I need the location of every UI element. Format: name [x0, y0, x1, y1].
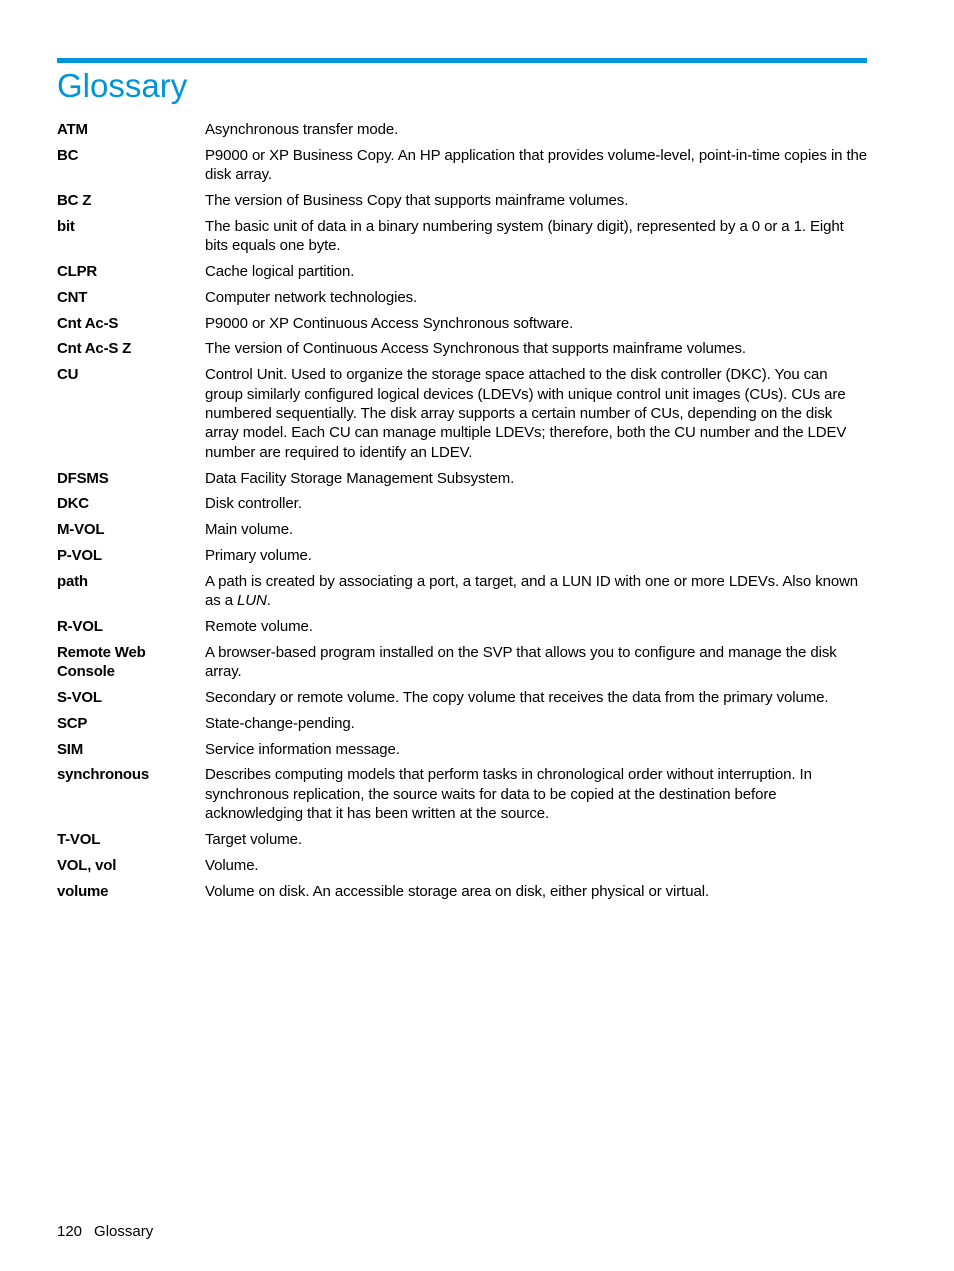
glossary-definition: State-change-pending.	[205, 714, 355, 732]
glossary-definition: Target volume.	[205, 831, 302, 848]
page-number: 120	[57, 1223, 83, 1240]
glossary-definition: P9000 or XP Business Copy. An HP application that provides volume-level, point-in-time copies in the disk array.	[205, 146, 868, 184]
glossary-definition: The version of Continuous Access Synchronous that supports mainframe volumes.	[205, 340, 746, 358]
glossary-definition: Volume on disk. An accessible storage area on disk, either physical or virtual.	[205, 882, 710, 900]
footer-section-title: Glossary	[94, 1223, 154, 1240]
glossary-term: SCP	[57, 714, 88, 732]
definition-text: A path is created by associating a port, a target, and a LUN ID with one or more LDEVs. Also known as a	[205, 572, 859, 610]
glossary-term: BC Z	[57, 192, 92, 209]
glossary-term: CLPR	[57, 263, 98, 280]
glossary-definition: P9000 or XP Continuous Access Synchronous software.	[205, 314, 574, 332]
glossary-definition: Disk controller.	[205, 495, 302, 513]
glossary-term: path	[57, 572, 88, 590]
glossary-definition: Volume.	[205, 856, 259, 874]
glossary-definition	[205, 572, 869, 611]
glossary-definition: Data Facility Storage Management Subsystem.	[205, 469, 515, 487]
glossary-term: SIM	[57, 740, 84, 758]
glossary-entry	[57, 572, 869, 611]
glossary-entry	[57, 740, 869, 759]
glossary-entry	[57, 546, 869, 565]
glossary-entry	[57, 217, 869, 256]
glossary-definition: Describes computing models that perform tasks in chronological order without interruption. In synchronous replication, the source waits for data to be copied at the destination before acknowledging that it has been written at the source.	[205, 766, 812, 823]
glossary-term: DFSMS	[57, 469, 109, 487]
glossary-entry	[57, 643, 869, 682]
glossary-entry	[57, 520, 869, 539]
glossary-term: volume	[57, 882, 109, 900]
glossary-term: R-VOL	[57, 618, 103, 635]
glossary-entry	[57, 688, 869, 707]
glossary-entry	[57, 365, 869, 462]
glossary-definition: The version of Business Copy that supports mainframe volumes.	[205, 192, 629, 209]
glossary-term: Remote Web Console	[57, 643, 146, 681]
glossary-definition: Remote volume.	[205, 618, 313, 635]
glossary-entry	[57, 856, 869, 875]
glossary-term: S-VOL	[57, 689, 102, 706]
definition-emphasis: LUN	[237, 592, 267, 610]
glossary-entry	[57, 469, 869, 488]
glossary-list	[57, 120, 869, 907]
glossary-entry	[57, 494, 869, 513]
glossary-term: P-VOL	[57, 547, 102, 564]
glossary-term: CNT	[57, 288, 88, 306]
glossary-term: Cnt Ac-S	[57, 314, 119, 332]
glossary-term: synchronous	[57, 766, 149, 784]
glossary-term: Cnt Ac-S Z	[57, 340, 132, 358]
glossary-term: M-VOL	[57, 521, 105, 539]
glossary-entry	[57, 765, 869, 823]
glossary-term: BC	[57, 146, 79, 164]
glossary-definition: The basic unit of data in a binary numbering system (binary digit), represented by a 0 or a 1. Eight bits equals one byte.	[205, 217, 844, 255]
glossary-entry	[57, 339, 869, 358]
glossary-term: DKC	[57, 495, 89, 513]
glossary-entry	[57, 191, 869, 210]
glossary-definition: Asynchronous transfer mode.	[205, 121, 399, 138]
definition-text-tail: .	[266, 592, 271, 610]
glossary-definition: Computer network technologies.	[205, 288, 418, 306]
glossary-definition: Control Unit. Used to organize the storage space attached to the disk controller (DKC). You can group similarly configured logical devices (LDEVs) with unique control unit images (CUs). CUs are numbered sequentially. The disk array supports a certain number of CUs, depending on the disk array model. Each CU can manage multiple LDEVs; therefore, both the CU number and the LDEV number are required to identify an LDEV.	[205, 366, 847, 461]
glossary-definition: Cache logical partition.	[205, 263, 355, 280]
glossary-entry	[57, 617, 869, 636]
glossary-entry	[57, 146, 869, 185]
page-title: Glossary	[57, 67, 188, 104]
glossary-entry	[57, 120, 869, 139]
glossary-definition: Service information message.	[205, 740, 400, 758]
glossary-entry	[57, 314, 869, 333]
glossary-entry	[57, 288, 869, 307]
page-footer	[57, 1222, 153, 1241]
glossary-definition: Primary volume.	[205, 547, 312, 564]
glossary-entry	[57, 882, 869, 901]
glossary-definition: Secondary or remote volume. The copy volume that receives the data from the primary volume.	[205, 689, 829, 706]
glossary-definition: A browser-based program installed on the SVP that allows you to configure and manage the disk array.	[205, 643, 837, 681]
glossary-definition: Main volume.	[205, 521, 294, 539]
glossary-term: T-VOL	[57, 831, 101, 848]
glossary-term: ATM	[57, 121, 88, 138]
glossary-entry	[57, 830, 869, 849]
glossary-term: VOL, vol	[57, 856, 117, 874]
header-rule	[57, 58, 867, 63]
glossary-entry	[57, 262, 869, 281]
glossary-term: bit	[57, 217, 75, 235]
glossary-entry	[57, 714, 869, 733]
glossary-term: CU	[57, 366, 79, 384]
